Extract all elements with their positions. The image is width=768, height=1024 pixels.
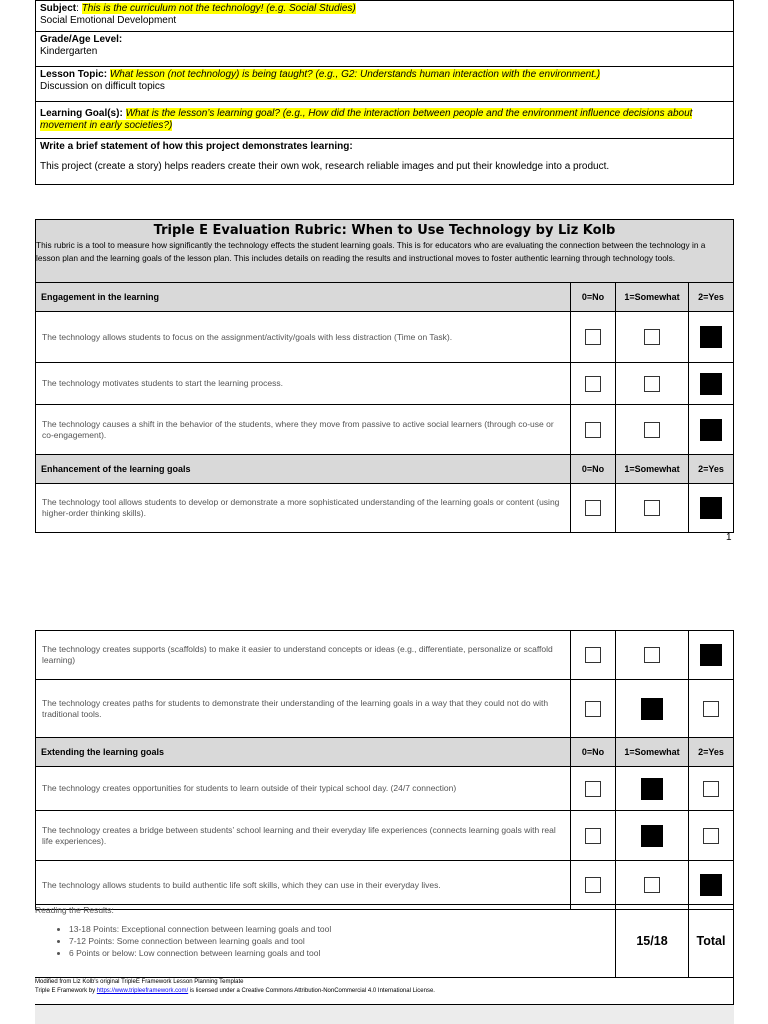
- topic-label: Lesson Topic:: [40, 69, 108, 80]
- checkbox-yes[interactable]: [700, 644, 722, 666]
- checkbox-somewhat[interactable]: [644, 647, 660, 663]
- criterion-row: [36, 811, 734, 861]
- subject-hint: This is the curriculum not the technology! (e.g. Social Studies): [81, 3, 356, 14]
- section-header-row: [36, 283, 734, 312]
- criterion-row: [36, 363, 734, 405]
- goal-cell: [36, 102, 734, 139]
- footer-license: [35, 987, 733, 996]
- col-no-header: 0=No: [571, 455, 616, 484]
- col-no-header: 0=No: [571, 738, 616, 767]
- col-yes-header: 2=Yes: [689, 738, 734, 767]
- checkbox-yes[interactable]: [703, 781, 719, 797]
- lesson-info-table: [35, 0, 734, 185]
- footer-license-post: is licensed under a Creative Commons Attribution-NonCommercial 4.0 International License.: [188, 988, 435, 994]
- results-list: [35, 923, 615, 959]
- criterion-row: [36, 680, 734, 738]
- checkbox-no[interactable]: [585, 500, 601, 516]
- criterion-text: The technology allows students to build authentic life soft skills, which they can use in their everyday lives.: [36, 861, 571, 910]
- page-bottom-shade: [35, 1005, 734, 1024]
- footer-license-pre: Triple E Framework by: [35, 988, 97, 994]
- section-title: Engagement in the learning: [36, 283, 571, 312]
- checkbox-yes[interactable]: [700, 419, 722, 441]
- checkbox-no[interactable]: [585, 781, 601, 797]
- criterion-text: The technology creates a bridge between students’ school learning and their everyday life experiences (connects learning goals with real life experiences).: [36, 811, 571, 861]
- rubric-table-part2: [35, 630, 734, 910]
- checkbox-somewhat[interactable]: [644, 329, 660, 345]
- results-table: [35, 904, 734, 1005]
- col-somewhat-header: 1=Somewhat: [616, 283, 689, 312]
- grade-cell: [36, 32, 734, 67]
- criterion-row: [36, 312, 734, 363]
- criterion-text: The technology creates opportunities for students to learn outside of their typical school day. (24/7 connection): [36, 767, 571, 811]
- checkbox-no[interactable]: [585, 422, 601, 438]
- checkbox-yes[interactable]: [700, 874, 722, 896]
- checkbox-somewhat[interactable]: [641, 778, 663, 800]
- checkbox-no[interactable]: [585, 376, 601, 392]
- results-item: • 13-18 Points: Exceptional connection between learning goals and tool: [69, 923, 615, 935]
- rubric-header: [35, 219, 734, 283]
- section-title: Extending the learning goals: [36, 738, 571, 767]
- checkbox-somewhat[interactable]: [644, 500, 660, 516]
- criterion-text: The technology creates supports (scaffolds) to make it easier to understand concepts or ideas (e.g., differentiate, personalize or scaffold learning): [36, 631, 571, 680]
- checkbox-no[interactable]: [585, 877, 601, 893]
- criterion-row: [36, 861, 734, 910]
- checkbox-no[interactable]: [585, 828, 601, 844]
- checkbox-no[interactable]: [585, 701, 601, 717]
- checkbox-somewhat[interactable]: [644, 877, 660, 893]
- footer-credit: Modified from Liz Kolb's original TripleE Framework Lesson Planning Template: [35, 979, 244, 985]
- section-header-row: [36, 738, 734, 767]
- criterion-row: [36, 405, 734, 455]
- col-somewhat-header: 1=Somewhat: [616, 738, 689, 767]
- checkbox-yes[interactable]: [700, 326, 722, 348]
- criterion-text: The technology motivates students to start the learning process.: [36, 363, 571, 405]
- rubric-title: Triple E Evaluation Rubric: When to Use Technology by Liz Kolb: [153, 223, 616, 238]
- rubric-intro: This rubric is a tool to measure how significantly the technology effects the student learning goals. This is for educators who are evaluating the connection between the technology in a lesson plan and the learning goals of the lesson plan. This includes details on reading the results and instructional moves to foster authentic learning through technology tools.: [36, 240, 706, 263]
- results-label: Reading the Results:: [35, 905, 114, 915]
- goal-label: Learning Goal(s):: [40, 108, 123, 119]
- total-label: Total: [696, 934, 726, 948]
- subject-cell: Subject: This is the curriculum not the technology! (e.g. Social Studies) Social Emotional Development: [36, 1, 734, 32]
- checkbox-yes[interactable]: [703, 828, 719, 844]
- checkbox-yes[interactable]: [700, 497, 722, 519]
- grade-label: Grade/Age Level:: [40, 34, 123, 45]
- page-number: 1: [726, 532, 732, 543]
- statement-cell: [36, 139, 734, 185]
- triplee-link[interactable]: https://www.tripleeframework.com/: [96, 988, 189, 994]
- criterion-text: The technology allows students to focus on the assignment/activity/goals with less distraction (Time on Task).: [36, 312, 571, 363]
- criterion-text: The technology tool allows students to develop or demonstrate a more sophisticated understanding of the learning goals or content (using higher-order thinking skills).: [36, 484, 571, 533]
- rubric-table-part1: [35, 282, 734, 533]
- topic-value: Discussion on difficult topics: [40, 81, 165, 92]
- checkbox-yes[interactable]: [700, 373, 722, 395]
- topic-cell: [36, 67, 734, 102]
- checkbox-somewhat[interactable]: [644, 376, 660, 392]
- criterion-row: [36, 767, 734, 811]
- score-cell: [616, 905, 689, 978]
- subject-value: Social Emotional Development: [40, 15, 177, 26]
- total-score: 15/18: [636, 934, 668, 948]
- checkbox-somewhat[interactable]: [644, 422, 660, 438]
- grade-value: Kindergarten: [40, 46, 98, 57]
- results-item: • 7-12 Points: Some connection between learning goals and tool: [69, 935, 615, 947]
- statement-value: This project (create a story) helps readers create their own wok, research reliable images and put their knowledge into a product.: [40, 161, 610, 172]
- total-cell: [688, 905, 733, 978]
- checkbox-somewhat[interactable]: [641, 825, 663, 847]
- checkbox-no[interactable]: [585, 647, 601, 663]
- criterion-text: The technology creates paths for students to demonstrate their understanding of the learning goals in a way that they could not do with traditional tools.: [36, 680, 571, 738]
- results-cell: [35, 905, 616, 978]
- results-item: • 6 Points or below: Low connection between learning goals and tool: [69, 947, 615, 959]
- statement-label: Write a brief statement of how this project demonstrates learning:: [40, 141, 353, 152]
- col-somewhat-header: 1=Somewhat: [616, 455, 689, 484]
- criterion-row: [36, 631, 734, 680]
- subject-label: Subject: [40, 3, 77, 14]
- col-yes-header: 2=Yes: [689, 283, 734, 312]
- criterion-row: [36, 484, 734, 533]
- checkbox-no[interactable]: [585, 329, 601, 345]
- footer-cell: [35, 978, 734, 1005]
- section-title: Enhancement of the learning goals: [36, 455, 571, 484]
- checkbox-somewhat[interactable]: [641, 698, 663, 720]
- section-header-row: [36, 455, 734, 484]
- topic-hint: What lesson (not technology) is being taught? (e.g., G2: Understands human interaction with the environment.): [109, 69, 601, 80]
- col-no-header: 0=No: [571, 283, 616, 312]
- col-yes-header: 2=Yes: [689, 455, 734, 484]
- checkbox-yes[interactable]: [703, 701, 719, 717]
- criterion-text: The technology causes a shift in the behavior of the students, where they move from passive to active social learners (through co-use or co-engagement).: [36, 405, 571, 455]
- goal-hint: What is the lesson’s learning goal? (e.g., How did the interaction between people and the environment influence decisions about movement in early societies?): [40, 108, 693, 131]
